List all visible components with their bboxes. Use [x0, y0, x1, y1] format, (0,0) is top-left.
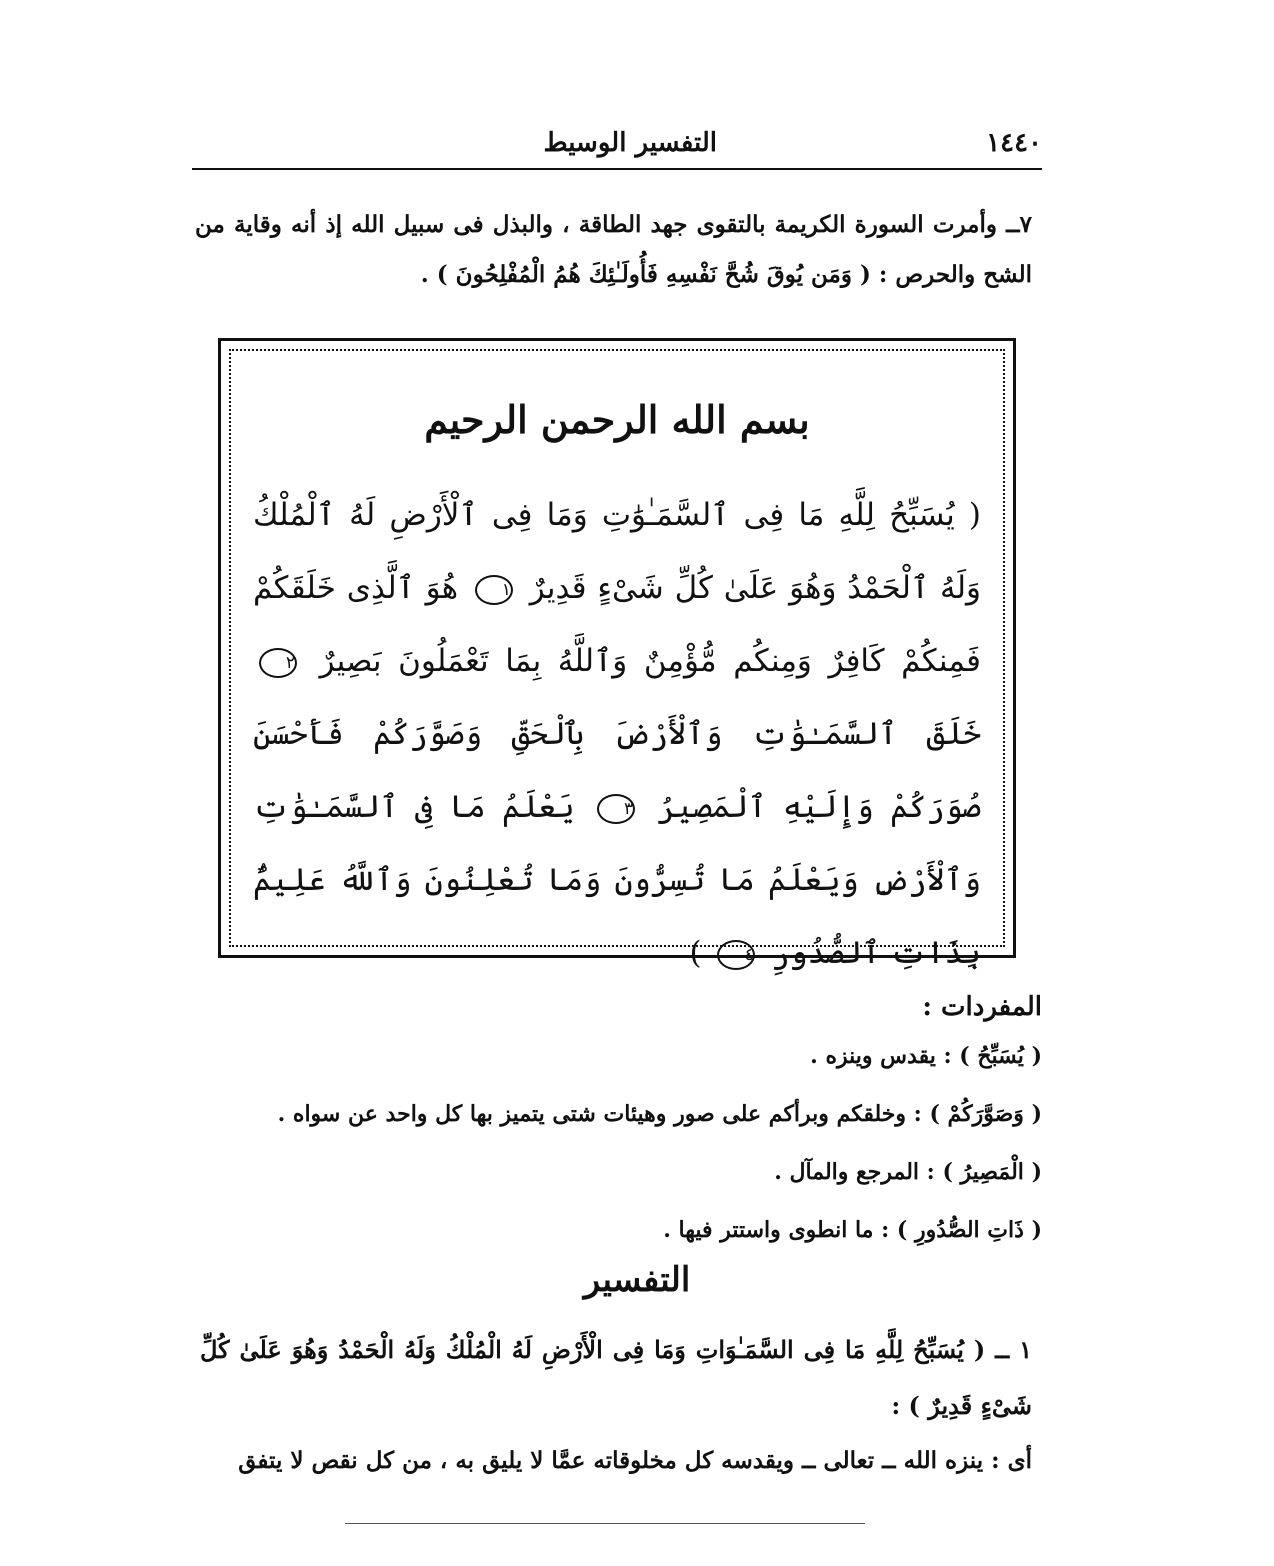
- page-title: التفسير الوسيط: [543, 128, 717, 158]
- vocab-item: ( الْمَصِيرُ ) : المرجع والمآل .: [774, 1159, 1042, 1185]
- basmala: بسم الله الرحمن الرحيم: [424, 397, 810, 442]
- quran-frame: [218, 338, 1016, 971]
- vocab-item: ( ذَاتِ الصُّدُورِ ) : ما انطوى واستتر فيها .: [663, 1217, 1042, 1243]
- verse-text: هُوَ ٱلَّذِى خَلَقَكُمْ فَمِنكُمْ كَافِرٌ وَمِنكُم مُّؤْمِنٌ وَٱللَّهُ بِمَا تَعْمَلُونَ بَصِيرٌ: [253, 570, 981, 679]
- page-number: ١٤٤٠: [986, 128, 1042, 158]
- header-divider: [192, 168, 1042, 170]
- verse-number-marker: ٢: [259, 648, 297, 678]
- verse-number-marker: ٤: [717, 940, 755, 970]
- verse-number-marker: ١: [475, 575, 513, 605]
- vocab-item: ( وَصَوَّرَكُمْ ) : وخلقكم وبرأكم على صور وهيئات شتى يتميز بها كل واحد عن سواه .: [277, 1101, 1042, 1127]
- vocab-heading: المفردات :: [922, 992, 1042, 1022]
- verse-text: يَعْلَمُ مَا فِى ٱلسَّمَـٰوَٰتِ وَٱلْأَرْضِ وَيَعْلَمُ مَا تُسِرُّونَ وَمَا تُعْلِنُونَ وَٱللَّهُ عَلِيمٌۢ بِذَاتِ ٱلصُّدُورِ: [253, 789, 981, 971]
- verse-text: خَلَقَ ٱلسَّمَـٰوَٰتِ وَٱلْأَرْضَ بِٱلْحَقِّ وَصَوَّرَكُمْ فَأَحْسَنَ صُوَرَكُمْ وَإِلَيْهِ ٱلْمَصِيرُ: [253, 716, 981, 825]
- tafsir-paragraph: أى : ينزه الله ــ تعالى ــ ويقدسه كل مخلوقاته عمَّا لا يليق به ، من كل نقص لا يتفق: [238, 1447, 1032, 1474]
- tafsir-heading: التفسير: [583, 1260, 691, 1300]
- footer-line: [345, 1523, 865, 1524]
- page-header: [192, 128, 1042, 164]
- tafsir-verse-quote: ١ ــ ( يُسَبِّحُ لِلَّهِ مَا فِى السَّمَـٰوَاتِ وَمَا فِى الْأَرْضِ لَهُ الْمُلْكُ وَلَهُ الْحَمْدُ وَهُوَ عَلَىٰ كُلِّ شَىْءٍ قَدِيرٌ ) :: [200, 1335, 1032, 1420]
- vocab-list: [212, 1036, 1042, 1268]
- verse-text: ( يُسَبِّحُ لِلَّهِ مَا فِى ٱلسَّمَـٰوَٰتِ وَمَا فِى ٱلْأَرْضِ لَهُ ٱلْمُلْكُ وَلَهُ ٱلْحَمْدُ وَهُوَ عَلَىٰ كُلِّ شَىْءٍ قَدِيرٌ: [253, 497, 981, 606]
- verse-number-marker: ٣: [597, 794, 635, 824]
- vocab-item: ( يُسَبِّحُ ) : يقدس وينزه .: [810, 1043, 1042, 1069]
- intro-paragraph: ٧ــ وأمرت السورة الكريمة بالتقوى جهد الطاقة ، والبذل فى سبيل الله إذ أنه وقاية من الشح والحرص : ( وَمَن يُوقَ شُحَّ نَفْسِهِ فَأُولَـٰئِكَ هُمُ الْمُفْلِحُونَ ) .: [195, 211, 1032, 288]
- closing-bracket: ): [689, 935, 702, 971]
- verses-block: [253, 479, 981, 990]
